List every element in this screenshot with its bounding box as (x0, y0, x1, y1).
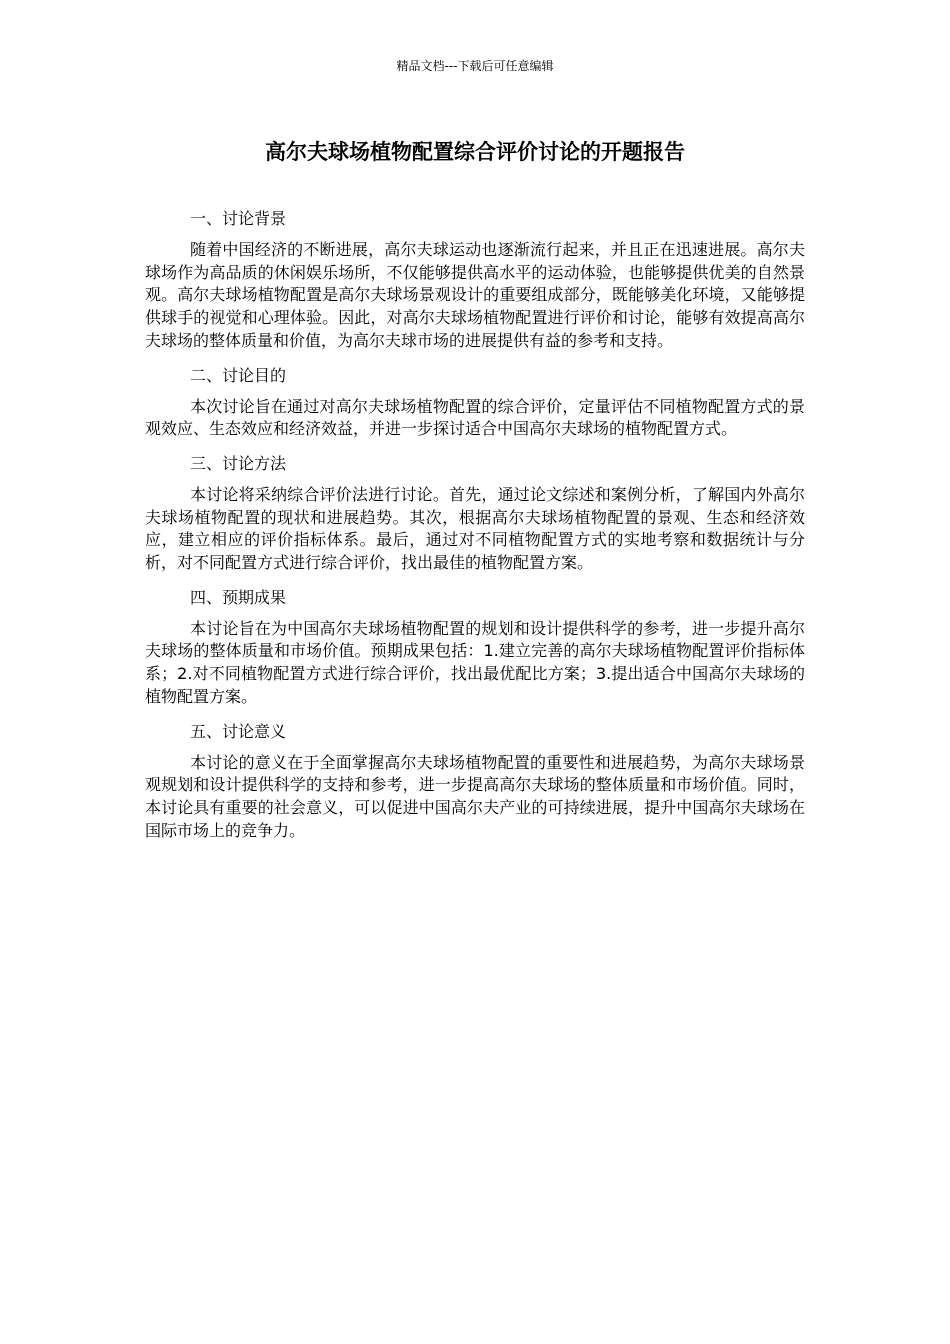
section-heading: 五、讨论意义 (190, 721, 287, 741)
section-heading: 三、讨论方法 (190, 453, 287, 473)
section-paragraph: 本讨论的意义在于全面掌握高尔夫球场植物配置的重要性和进展趋势，为高尔夫球场景观规划和设计提供科学的支持和参考，进一步提高高尔夫球场的整体质量和市场价值。同时，本讨论具有重要的社会意义，可以促进中国高尔夫产业的可持续进展，提升中国高尔夫球场在国际市场上的竞争力。 (145, 752, 805, 840)
section-background (145, 206, 805, 353)
section-expected-results (145, 585, 805, 709)
section-paragraph: 本讨论旨在为中国高尔夫球场植物配置的规划和设计提供科学的参考，进一步提升高尔夫球场的整体质量和市场价值。预期成果包括：1.建立完善的高尔夫球场植物配置评价指标体系；2.对不同植物配置方式进行综合评价，找出最优配比方案；3.提出适合中国高尔夫球场的植物配置方案。 (145, 618, 805, 706)
section-heading: 四、预期成果 (190, 587, 287, 607)
section-significance (145, 719, 805, 843)
document-title: 高尔夫球场植物配置综合评价讨论的开题报告 (265, 140, 685, 164)
section-purpose (145, 363, 805, 441)
header-note: 精品文档---下载后可任意编辑 (396, 59, 554, 73)
document-body (145, 206, 805, 852)
section-paragraph: 本讨论将采纳综合评价法进行讨论。首先，通过论文综述和案例分析，了解国内外高尔夫球场植物配置的现状和进展趋势。其次，根据高尔夫球场植物配置的景观、生态和经济效应，建立相应的评价指标体系。最后，通过对不同植物配置方式的实地考察和数据统计与分析，对不同配置方式进行综合评价，找出最佳的植物配置方案。 (145, 484, 805, 573)
section-method (145, 451, 805, 575)
section-heading: 一、讨论背景 (190, 209, 287, 228)
section-paragraph: 本次讨论旨在通过对高尔夫球场植物配置的综合评价，定量评估不同植物配置方式的景观效应、生态效应和经济效益，并进一步探讨适合中国高尔夫球场的植物配置方式。 (145, 396, 805, 439)
section-paragraph: 随着中国经济的不断进展，高尔夫球运动也逐渐流行起来，并且正在迅速进展。高尔夫球场作为高品质的休闲娱乐场所，不仅能够提供高水平的运动体验，也能够提供优美的自然景观。高尔夫球场植物配置是高尔夫球场景观设计的重要组成部分，既能够美化环境，又能够提供球手的视觉和心理体验。因此，对高尔夫球场植物配置进行评价和讨论，能够有效提高高尔夫球场的整体质量和价值，为高尔夫球市场的进展提供有益的参考和支持。 (145, 240, 805, 350)
section-heading: 二、讨论目的 (190, 365, 287, 385)
